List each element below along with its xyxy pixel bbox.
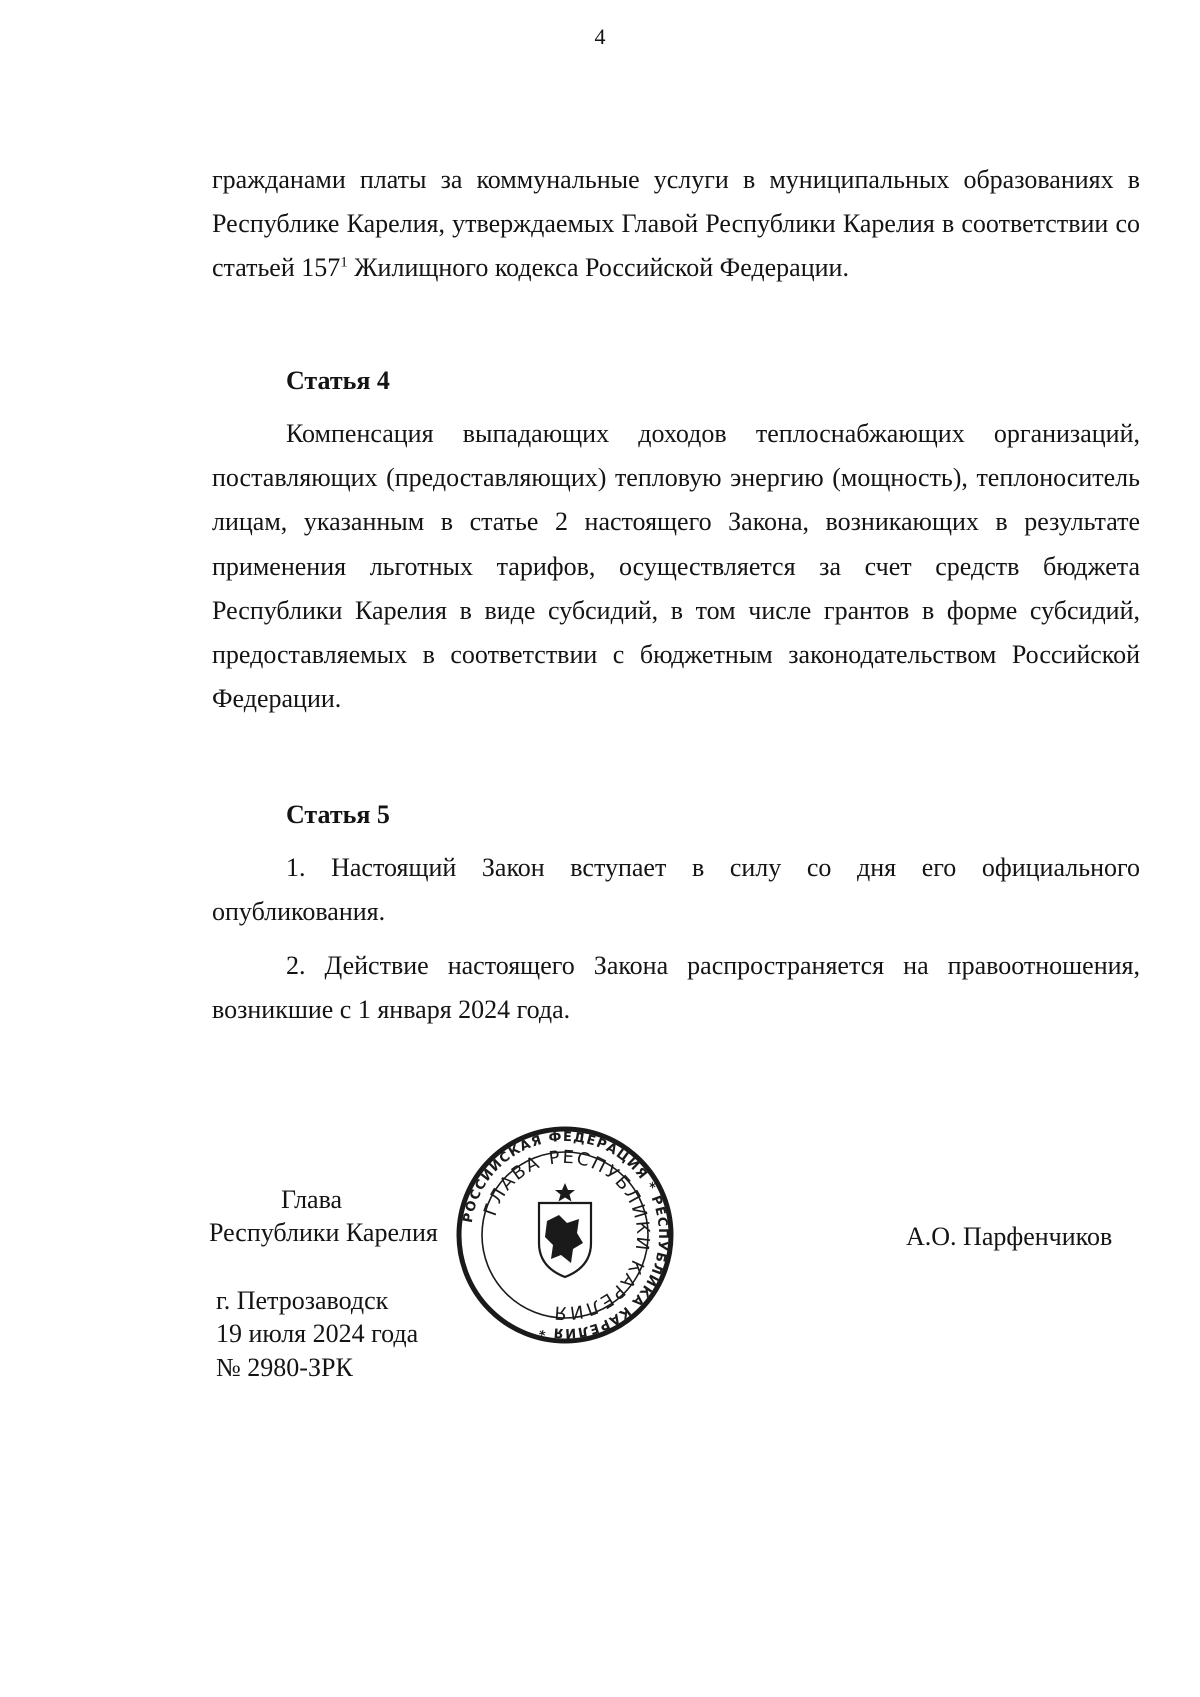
meta-city: г. Петрозаводск [216,1286,389,1315]
intro-superscript: 1 [340,254,348,271]
intro-paragraph [212,158,1140,291]
article5-item1: 1. Настоящий Закон вступает в силу со дня его официального опубликования. [212,853,1140,927]
article4-text: Компенсация выпадающих доходов теплоснабжающих организаций, поставляющих (предоставляющих) тепловую энергию (мощность), теплоноситель лицам, указанным в статье 2 настоящего Закона, возникающих в результате применения льготных тарифов, осуществляется за счет средств бюджета Республики Карелия в виде субсидий, в том числе грантов в форме субсидий, предоставляемых в соответствии с бюджетным законодательством Российской Федерации. [212,419,1140,714]
meta-number: № 2980-ЗРК [216,1352,353,1382]
intro-text: гражданами платы за коммунальные услуги в муниципальных образованиях в Республике Карелия, утверждаемых Главой Республики Карелия в соответствии со статьей 157 [212,165,1140,283]
signature-title-line1: Глава [281,1185,343,1214]
signatory-name: А.О. Парфенчиков [906,1222,1113,1251]
signature-title [209,1183,438,1250]
article5-heading: Статья 5 [286,800,390,829]
page-number: 4 [594,24,606,49]
seal-inner-text: ГЛАВА РЕСПУБЛИКИ КАРЕЛИЯ [479,1146,654,1324]
seal-outer-text: РОССИЙСКАЯ ФЕДЕРАЦИЯ * РЕСПУБЛИКА КАРЕЛИЯ * [460,1129,671,1341]
article4-heading: Статья 4 [286,366,390,395]
coat-of-arms-icon [539,1183,591,1277]
official-seal [455,1125,675,1345]
intro-tail: Жилищного кодекса Российской Федерации. [347,253,849,283]
article5-item2: 2. Действие настоящего Закона распространяется на правоотношения, возникшие с 1 января 2024 года. [212,951,1140,1025]
document-meta [216,1284,418,1384]
signature-title-line2: Республики Карелия [209,1218,438,1248]
meta-date: 19 июля 2024 года [216,1319,419,1349]
